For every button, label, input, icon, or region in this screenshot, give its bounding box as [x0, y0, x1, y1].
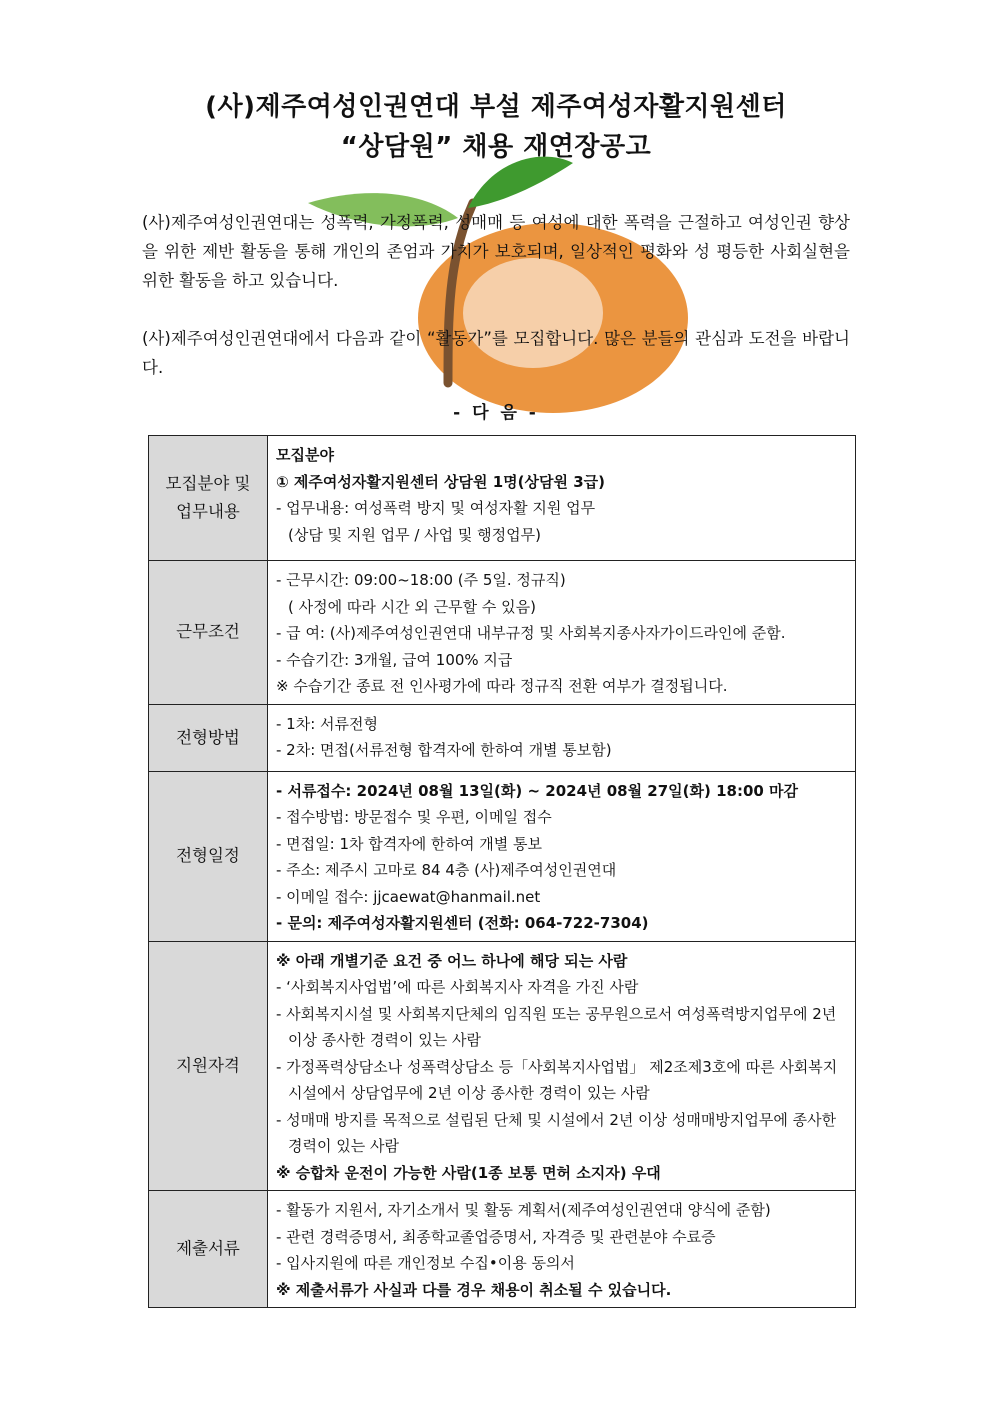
row-heading-text: 전형방법	[176, 727, 240, 747]
row-content	[268, 561, 856, 705]
row-content	[268, 941, 856, 1191]
content-line: ※ 승합차 운전이 가능한 사람(1종 보통 면허 소지자) 우대	[276, 1163, 661, 1182]
content-line: - 1차: 서류전형	[276, 714, 378, 733]
recruitment-table	[148, 435, 856, 1308]
table-row	[149, 1191, 856, 1308]
content-line: - 접수방법: 방문접수 및 우편, 이메일 접수	[276, 808, 552, 826]
row-heading-text: 제출서류	[176, 1239, 240, 1258]
content-line: 모집분야	[276, 446, 334, 464]
notice-title-line2: “상담원” 채용 재연장공고	[340, 132, 652, 162]
table-row	[149, 704, 856, 771]
row-heading-text: 업무내용	[176, 502, 240, 521]
content-line: - 사회복지시설 및 사회복지단체의 임직원 또는 공무원으로서 여성폭력방지업무에 2년 이상 종사한 경력이 있는 사람	[276, 1004, 837, 1049]
content-line: - 주소: 제주시 고마로 84 4층 (사)제주여성인권연대	[276, 861, 617, 879]
content-line: - 가정폭력상담소나 성폭력상담소 등「사회복지사업법」 제2조제3호에 따른 사회복지시설에서 상담업무에 2년 이상 종사한 경력이 있는 사람	[276, 1057, 838, 1102]
table-row	[149, 561, 856, 705]
table-row	[149, 941, 856, 1191]
content-line: - 관련 경력증명서, 최종학교졸업증명서, 자격증 및 관련분야 수료증	[276, 1227, 716, 1246]
row-heading-text: 모집분야 및	[165, 474, 251, 493]
content-line: - 이메일 접수: jjcaewat@hanmail.net	[276, 887, 541, 906]
content-line: ※ 제출서류가 사실과 다를 경우 채용이 취소될 수 있습니다.	[276, 1280, 672, 1299]
row-content	[268, 704, 856, 771]
row-heading-text: 전형일정	[176, 846, 240, 865]
row-content	[268, 771, 856, 941]
content-line: - 서류접수: 2024년 08월 13일(화) ~ 2024년 08월 27일(화) 18:00 마감	[276, 781, 799, 800]
table-row	[149, 771, 856, 941]
row-heading-text: 지원자격	[176, 1055, 240, 1075]
content-line: - ‘사회복지사업법’에 따른 사회복지사 자격을 가진 사람	[276, 978, 639, 996]
row-heading	[149, 561, 268, 705]
intro-paragraph-2: (사)제주여성인권연대에서 다음과 같이 “활동가”를 모집합니다. 많은 분들의 관심과 도전을 바랍니다.	[142, 329, 850, 377]
content-line: - 성매매 방지를 목적으로 설립된 단체 및 시설에서 2년 이상 성매매방지업무에 종사한 경력이 있는 사람	[276, 1110, 837, 1155]
content-line: - 문의: 제주여성자활지원센터 (전화: 064-722-7304)	[276, 914, 649, 932]
content-line: - 활동가 지원서, 자기소개서 및 활동 계획서(제주여성인권연대 양식에 준함)	[276, 1201, 771, 1219]
section-marker: - 다 음 -	[453, 403, 539, 423]
content-line: ( 사정에 따라 시간 외 근무할 수 있음)	[288, 597, 536, 616]
content-line: - 업무내용: 여성폭력 방지 및 여성자활 지원 업무	[276, 499, 596, 517]
content-line: - 입사지원에 따른 개인정보 수집•이용 동의서	[276, 1254, 575, 1272]
logo-leaf-right	[468, 157, 573, 208]
intro-paragraph-1: (사)제주여성인권연대는 성폭력, 가정폭력, 성매매 등 여성에 대한 폭력을 근절하고 여성인권 향상을 위한 제반 활동을 통해 개인의 존엄과 가치가 보호되며, 일상적인 평화와 성 평등한 사회실현을 위한 활동을 하고 있습니다.	[142, 213, 850, 290]
content-line: ※ 수습기간 종료 전 인사평가에 따라 정규직 전환 여부가 결정됩니다.	[276, 677, 728, 695]
notice-title-line1: (사)제주여성인권연대 부설 제주여성자활지원센터	[205, 92, 787, 122]
row-heading	[149, 704, 268, 771]
content-line: - 면접일: 1차 합격자에 한하여 개별 통보	[276, 834, 542, 853]
content-line: (상담 및 지원 업무 / 사업 및 행정업무)	[288, 525, 541, 544]
content-line: - 근무시간: 09:00~18:00 (주 5일. 정규직)	[276, 571, 566, 589]
row-heading	[149, 771, 268, 941]
row-heading-text: 근무조건	[176, 622, 240, 642]
table-row	[149, 436, 856, 561]
row-heading	[149, 436, 268, 561]
content-line: ※ 아래 개별기준 요건 중 어느 하나에 해당 되는 사람	[276, 951, 628, 970]
content-line: - 급 여: (사)제주여성인권연대 내부규정 및 사회복지종사자가이드라인에 준함.	[276, 624, 786, 642]
row-heading	[149, 1191, 268, 1308]
row-content	[268, 436, 856, 561]
row-heading	[149, 941, 268, 1191]
content-line: - 수습기간: 3개월, 급여 100% 지급	[276, 650, 513, 669]
row-content	[268, 1191, 856, 1308]
content-line: - 2차: 면접(서류전형 합격자에 한하여 개별 통보함)	[276, 741, 612, 759]
content-line: ① 제주여성자활지원센터 상담원 1명(상담원 3급)	[276, 472, 605, 491]
